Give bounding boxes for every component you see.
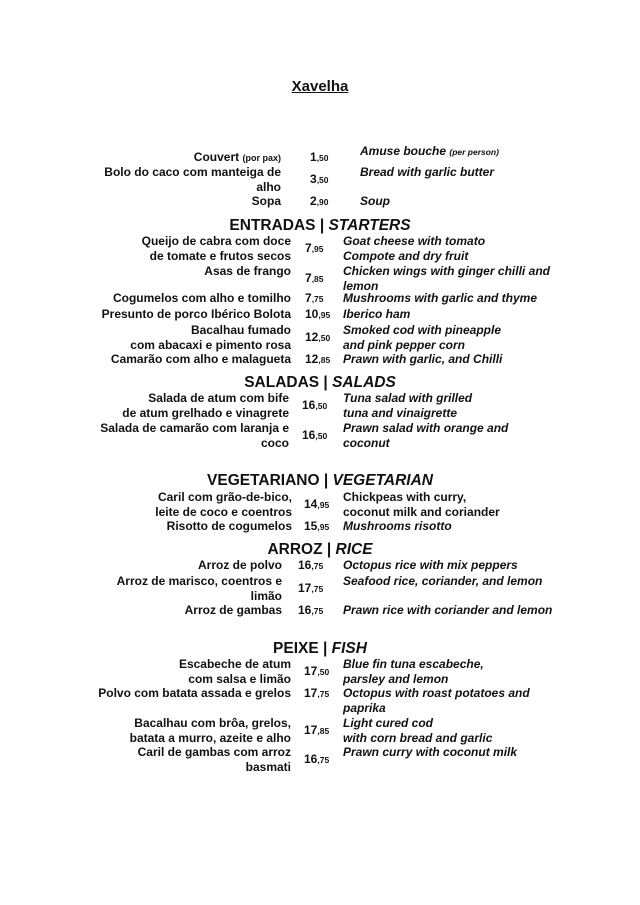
section-heading-en: RICE <box>335 541 373 558</box>
price-cents: ,50 <box>318 333 331 344</box>
price-cents: ,75 <box>311 561 324 571</box>
item-name-en: Mushrooms with garlic and thyme <box>343 291 538 305</box>
item-name-en: Seafood rice, coriander, and lemon <box>343 574 543 588</box>
price-cents: ,50 <box>317 667 330 678</box>
price-cents: ,75 <box>317 689 330 699</box>
item-name-pt: Couvert (por pax) <box>193 150 281 164</box>
item-price <box>298 581 323 597</box>
price-cents: ,50 <box>316 175 329 186</box>
price-units: 17 <box>304 686 318 700</box>
item-price <box>304 519 329 535</box>
item-name-en: Tuna salad with grilled tuna and vinaigrette <box>343 391 473 420</box>
item-name-en: Octopus rice with mix peppers <box>343 558 518 572</box>
price-units: 16 <box>298 603 312 617</box>
section-heading <box>0 640 640 658</box>
item-price <box>298 558 323 574</box>
item-price <box>305 352 330 368</box>
item-name-en: Blue fin tuna escabeche, parsley and lemon <box>343 657 484 686</box>
item-name-en: Chicken wings with ginger chilli and lemon <box>343 264 550 293</box>
item-name-en: Prawn salad with orange and coconut <box>343 421 509 450</box>
price-units: 15 <box>304 519 318 533</box>
item-name-pt: Caril com grão-de-bico, leite de coco e coentros <box>155 490 292 519</box>
price-units: 3 <box>310 172 317 187</box>
item-name-en: Goat cheese with tomato Compote and dry fruit <box>343 234 486 263</box>
price-units: 7 <box>305 271 312 286</box>
price-units: 16 <box>302 398 316 413</box>
price-cents: ,95 <box>317 500 330 511</box>
item-name-en: Soup <box>360 194 390 208</box>
item-price <box>305 307 330 323</box>
item-name-en: Chickpeas with curry, coconut milk and coriander <box>343 490 500 519</box>
price-cents: ,95 <box>317 522 330 532</box>
section-heading-pt: ENTRADAS | <box>229 217 329 234</box>
item-price <box>298 603 323 619</box>
section-heading-en: FISH <box>331 640 367 657</box>
item-name-pt: Queijo de cabra com doce de tomate e frutos secos <box>141 234 291 263</box>
section-heading-pt: VEGETARIANO | <box>207 472 333 489</box>
price-units: 16 <box>302 428 316 443</box>
item-price <box>310 194 329 210</box>
price-cents: ,85 <box>317 726 330 737</box>
section-heading <box>0 472 640 490</box>
item-name-en: Amuse bouche (per person) <box>360 144 499 158</box>
item-note-pt: (por pax) <box>242 153 281 163</box>
section-heading-pt: SALADAS | <box>244 374 333 391</box>
price-units: 12 <box>305 330 319 345</box>
item-price <box>304 723 329 739</box>
price-units: 2 <box>310 194 317 208</box>
item-note-en: (per person) <box>449 147 499 157</box>
item-name-en: Prawn curry with coconut milk <box>343 745 518 759</box>
item-price <box>304 664 329 680</box>
item-name-pt: Bacalhau com brôa, grelos, batata a murro, azeite e alho <box>129 716 291 745</box>
price-units: 16 <box>304 752 318 767</box>
item-name-en: Octopus with roast potatoes and paprika <box>343 686 530 715</box>
price-units: 17 <box>304 723 318 738</box>
item-name-pt: Arroz de marisco, coentros e limão <box>116 574 282 603</box>
price-cents: ,95 <box>311 244 324 255</box>
section-heading <box>0 541 640 559</box>
item-name-pt: Salada de camarão com laranja e coco <box>100 421 289 450</box>
item-name-pt: Cogumelos com alho e tomilho <box>112 291 291 305</box>
price-cents: ,75 <box>317 755 330 766</box>
item-name-pt: Risotto de cogumelos <box>166 519 292 533</box>
item-price <box>304 752 329 768</box>
item-name-pt: Caril de gambas com arroz basmati <box>137 745 291 774</box>
item-name-en: Mushrooms risotto <box>343 519 452 533</box>
section-heading <box>0 217 640 235</box>
item-name-pt: Camarão com alho e malagueta <box>110 352 291 366</box>
section-heading-pt: ARROZ | <box>267 541 336 558</box>
price-units: 1 <box>310 150 317 164</box>
item-name-pt: Salada de atum com bife de atum grelhado e vinagrete <box>122 391 289 420</box>
price-units: 14 <box>304 497 318 512</box>
price-cents: ,50 <box>316 153 329 163</box>
item-name-pt: Sopa <box>251 194 281 208</box>
item-price <box>305 291 324 307</box>
price-cents: ,75 <box>311 606 324 616</box>
item-price <box>305 271 324 287</box>
item-name-pt: Presunto de porco Ibérico Bolota <box>101 307 291 321</box>
menu-title: Xavelha <box>291 78 349 95</box>
item-price <box>302 398 327 414</box>
item-name-en: Prawn with garlic, and Chilli <box>343 352 503 366</box>
price-units: 7 <box>305 241 312 256</box>
item-name-pt: Bacalhau fumado com abacaxi e pimento rosa <box>130 323 291 352</box>
item-price <box>305 241 324 257</box>
price-cents: ,85 <box>318 355 331 365</box>
item-price <box>304 497 329 513</box>
item-name-pt: Bolo do caco com manteiga de alho <box>104 165 281 194</box>
item-price <box>305 330 330 346</box>
price-units: 12 <box>305 352 319 366</box>
price-cents: ,75 <box>311 584 324 595</box>
section-heading-en: STARTERS <box>328 217 411 234</box>
item-price <box>310 150 329 166</box>
section-heading-en: VEGETARIAN <box>332 472 433 489</box>
price-cents: ,90 <box>316 197 329 207</box>
price-cents: ,50 <box>315 431 328 442</box>
item-price <box>304 686 329 702</box>
price-cents: ,50 <box>315 401 328 412</box>
price-units: 17 <box>298 581 312 596</box>
price-cents: ,95 <box>318 310 331 320</box>
price-units: 17 <box>304 664 318 679</box>
price-units: 16 <box>298 558 312 572</box>
section-heading-pt: PEIXE | <box>273 640 332 657</box>
item-price <box>310 172 329 188</box>
price-cents: ,75 <box>311 294 324 304</box>
item-name-pt: Arroz de polvo <box>197 558 282 572</box>
item-name-en: Light cured cod with corn bread and garlic <box>343 716 493 745</box>
item-name-pt: Arroz de gambas <box>184 603 282 617</box>
price-cents: ,85 <box>311 274 324 285</box>
item-name-pt: Escabeche de atum com salsa e limão <box>178 657 291 686</box>
item-name-en: Prawn rice with coriander and lemon <box>343 603 553 617</box>
item-name-en: Smoked cod with pineapple and pink pepper corn <box>343 323 502 352</box>
item-price <box>302 428 327 444</box>
item-name-en: Iberico ham <box>343 307 411 321</box>
item-name-en: Bread with garlic butter <box>360 165 495 179</box>
price-units: 7 <box>305 291 312 305</box>
price-units: 10 <box>305 307 319 321</box>
section-heading <box>0 374 640 392</box>
item-name-pt: Asas de frango <box>204 264 291 278</box>
section-heading-en: SALADS <box>332 374 396 391</box>
item-name-pt: Polvo com batata assada e grelos <box>98 686 291 700</box>
